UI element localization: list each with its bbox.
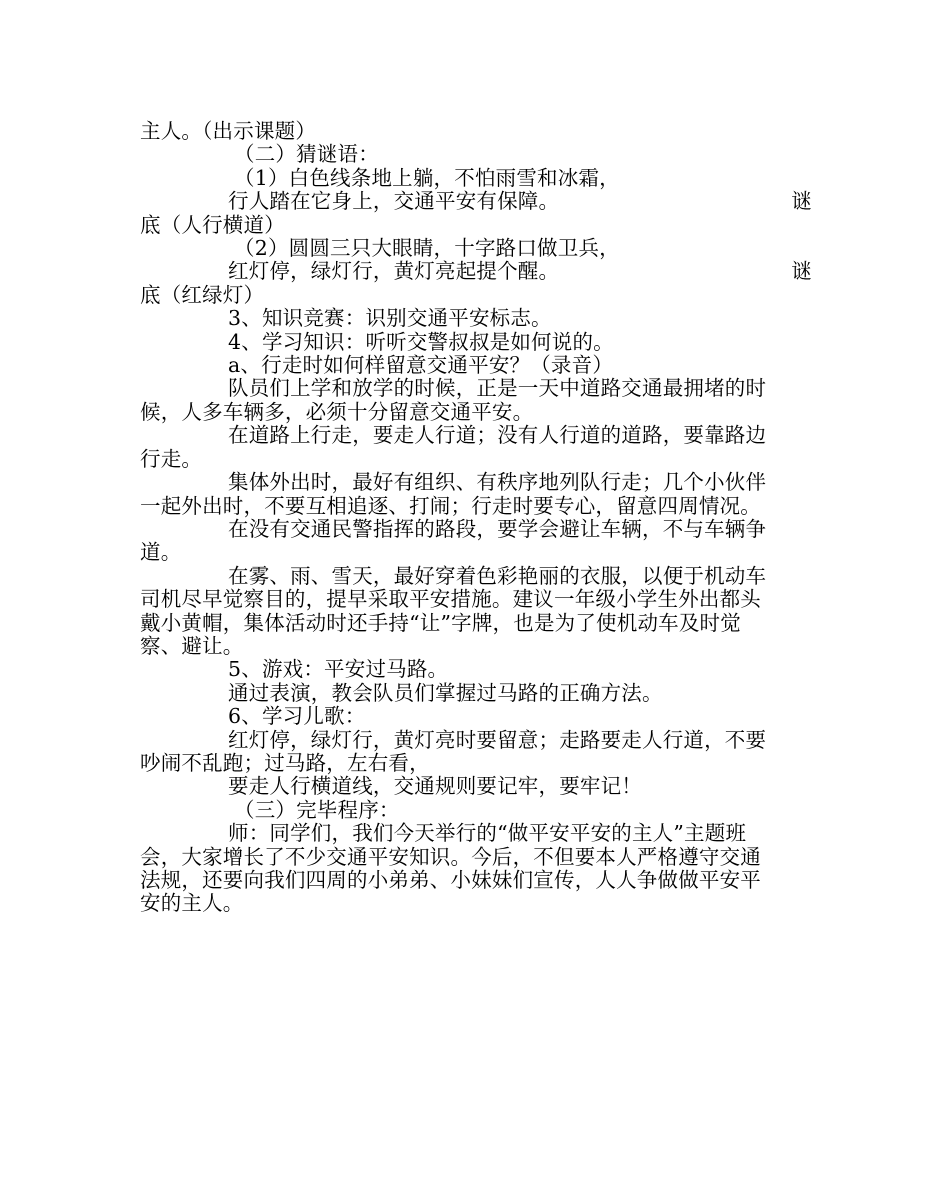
paragraph-line: 要走人行横道线，交通规则要记牢，要牢记！: [228, 774, 642, 799]
step-heading: 5、游戏：平安过马路。: [228, 657, 449, 682]
paragraph-line: 行走。: [140, 446, 203, 471]
riddle-line: （1）白色线条地上躺，不怕雨雪和冰霜，: [234, 165, 620, 190]
riddle-line: 红灯停，绿灯行，黄灯亮起提个醒。: [228, 259, 560, 284]
paragraph-line: 通过表演，教会队员们掌握过马路的正确方法。: [228, 680, 663, 705]
step-heading: 3、知识竞赛：识别交通平安标志。: [228, 306, 552, 331]
paragraph-line: 红灯停，绿灯行，黄灯亮时要留意；走路要走人行道，不要: [228, 727, 767, 752]
riddle-answer: 底（人行横道）: [140, 212, 285, 237]
paragraph-line: 候，人多车辆多，必须十分留意交通平安。: [140, 399, 534, 424]
paragraph-line: 戴小黄帽，集体活动时还手持“让”字牌，也是为了使机动车及时觉: [140, 610, 741, 635]
riddle-answer: 底（红绿灯）: [140, 282, 265, 307]
paragraph-line: 在雾、雨、雪天，最好穿着色彩艳丽的衣服，以便于机动车: [228, 563, 767, 588]
riddle-line-row: [140, 260, 812, 283]
step-heading: 6、学习儿歌：: [228, 704, 366, 729]
riddle-line: 行人踏在它身上，交通平安有保障。: [228, 189, 560, 214]
riddle-line: （2）圆圆三只大眼睛，十字路口做卫兵，: [234, 236, 620, 261]
paragraph-line: 会，大家增长了不少交通平安知识。今后，不但要本人严格遵守交通: [140, 844, 761, 869]
document-body: [140, 120, 812, 916]
paragraph-line: 师：同学们，我们今天举行的“做平安平安的主人”主题班: [228, 821, 747, 846]
paragraph-line: 法规，还要向我们四周的小弟弟、小妹妹们宣传，人人争做做平安平: [140, 868, 761, 892]
riddle-line-row: [140, 190, 812, 213]
step-subheading: a、行走时如何样留意交通平安？（录音）: [228, 353, 614, 378]
paragraph-line: 安的主人。: [140, 891, 244, 916]
paragraph-line: 司机尽早觉察目的，提早采取平安措施。建议一年级小学生外出都头: [140, 587, 761, 612]
riddle-answer-prefix: 谜: [791, 259, 812, 284]
paragraph-line: 一起外出时，不要互相追逐、打闹；行走时要专心，留意四周情况。: [140, 493, 761, 518]
paragraph-line: 在没有交通民警指挥的路段，要学会避让车辆，不与车辆争: [228, 516, 767, 541]
step-heading: 4、学习知识：听听交警叔叔是如何说的。: [228, 329, 614, 354]
text-line: 主人。（出示课题）: [140, 119, 317, 143]
paragraph-line: 察、避让。: [140, 633, 244, 658]
section-heading: （三）完毕程序：: [234, 797, 400, 822]
paragraph-line: 集体外出时，最好有组织、有秩序地列队行走；几个小伙伴: [228, 470, 767, 495]
riddle-answer-prefix: 谜: [791, 189, 812, 214]
paragraph-line: 队员们上学和放学的时候，正是一天中道路交通最拥堵的时: [228, 376, 767, 401]
section-heading: （二）猜谜语：: [234, 142, 379, 167]
paragraph-line: 道。: [140, 540, 182, 565]
paragraph-line: 吵闹不乱跑；过马路，左右看，: [140, 750, 430, 775]
paragraph-line: 在道路上行走，要走人行道；没有人行道的道路，要靠路边: [228, 423, 767, 448]
